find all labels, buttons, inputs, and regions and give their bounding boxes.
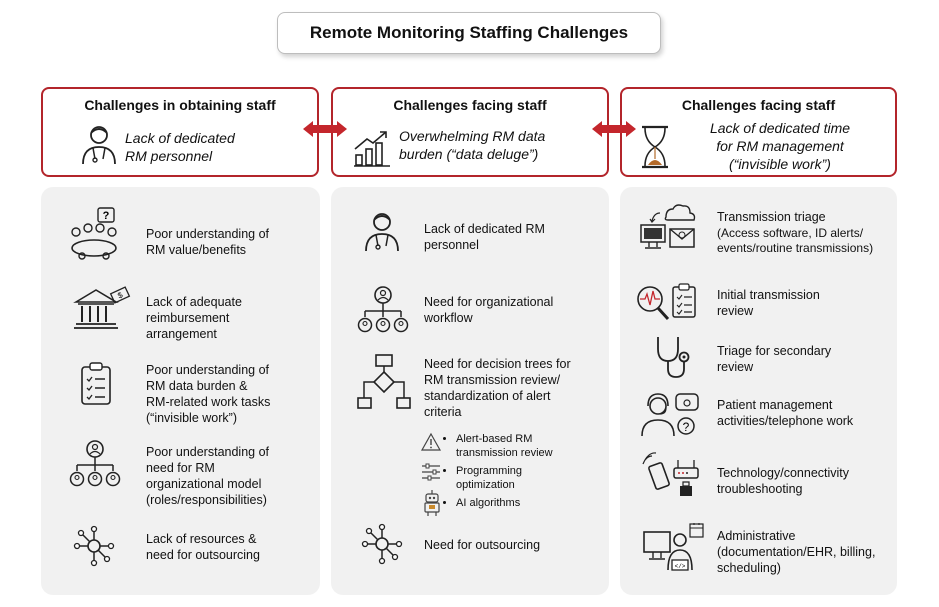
sub-bullet-item: [456, 464, 616, 492]
item-line: Lack of resources &: [146, 532, 257, 546]
subtitle-line: (“invisible work”): [729, 156, 831, 172]
staff-person-icon: [81, 125, 117, 165]
svg-text:</>: </>: [674, 563, 686, 570]
bullet-line: transmission review: [456, 447, 553, 459]
item-line: Poor understanding of: [146, 363, 270, 377]
phone-router-icon: [642, 452, 700, 500]
network-hub-icon: [362, 524, 402, 564]
meeting-question-icon: [66, 208, 122, 260]
item-line: need for RM: [146, 461, 215, 475]
item-line: Poor understanding of: [146, 445, 270, 459]
bullet-line: optimization: [456, 479, 515, 491]
header-title: Challenges facing staff: [681, 97, 836, 113]
item-line: troubleshooting: [717, 482, 803, 496]
item-line: review: [717, 360, 754, 374]
item-line: review: [717, 304, 754, 318]
item-line: arrangement: [146, 327, 217, 341]
header-subtitle: [125, 129, 245, 165]
clipboard-checklist-icon: [80, 362, 112, 406]
challenge-item: [424, 294, 604, 326]
bar-chart-growth-icon: [353, 129, 391, 167]
subtitle-line: Overwhelming RM data: [399, 128, 546, 144]
double-arrow-icon: [592, 121, 636, 137]
item-line: Lack of adequate: [146, 295, 242, 309]
item-line: workflow: [424, 311, 473, 325]
item-line: Need for organizational: [424, 295, 554, 309]
header-facing-staff-data: [331, 87, 609, 177]
item-line: (roles/responsibilities): [146, 493, 267, 507]
challenge-item: [146, 362, 316, 426]
flowchart-icon: [358, 354, 410, 412]
item-line: RM transmission review/: [424, 373, 561, 387]
header-title: Challenges in obtaining staff: [84, 97, 276, 113]
org-chart-icon: [358, 286, 408, 336]
challenge-item: [146, 294, 316, 342]
bullet-line: • AI algorithms: [456, 497, 521, 509]
item-line: Lack of dedicated RM: [424, 222, 545, 236]
item-line: RM-related work tasks: [146, 395, 271, 409]
challenge-item: [717, 528, 897, 576]
challenge-item: [424, 221, 604, 253]
item-line: Patient management: [717, 398, 833, 412]
item-line: Administrative: [717, 529, 796, 543]
challenge-item: [146, 226, 316, 258]
item-line: Transmission triage: [717, 210, 826, 224]
item-line: need for outsourcing: [146, 548, 260, 562]
challenge-item: [146, 444, 316, 508]
header-subtitle: [680, 119, 880, 173]
item-line: personnel: [424, 238, 479, 252]
item-line: RM value/benefits: [146, 243, 247, 257]
item-line: Need for decision trees for: [424, 357, 571, 371]
header-subtitle: [399, 127, 599, 163]
challenge-item: [146, 531, 316, 563]
item-line: reimbursement: [146, 311, 230, 325]
bullet-line: • Alert-based RM: [456, 433, 533, 445]
svg-text:?: ?: [102, 210, 110, 222]
item-line: standardization of alert: [424, 389, 551, 403]
item-line: Need for outsourcing: [424, 538, 541, 552]
item-line: (“invisible work”): [146, 411, 237, 425]
sub-bullet-list: [432, 432, 616, 514]
bank-money-icon: [74, 286, 130, 332]
item-line: RM data burden &: [146, 379, 248, 393]
sub-bullet-item: [456, 432, 616, 460]
item-line: (documentation/EHR, billing,: [717, 545, 876, 559]
challenge-item: [424, 356, 606, 420]
item-line: Technology/connectivity: [717, 466, 850, 480]
header-title: Challenges facing staff: [393, 97, 547, 113]
subtitle-line: burden (“data deluge”): [399, 146, 539, 162]
sub-bullet-item: [456, 496, 616, 510]
svg-text:?: ?: [682, 420, 690, 434]
item-line: Initial transmission: [717, 288, 820, 302]
challenge-item: [717, 343, 897, 375]
header-facing-staff-time: [620, 87, 897, 177]
challenge-item: [717, 287, 897, 319]
item-line: criteria: [424, 405, 462, 419]
hourglass-icon: [640, 125, 670, 169]
computer-cloud-email-icon: [640, 203, 698, 253]
network-hub-icon: [74, 526, 114, 566]
staff-person-icon: [364, 212, 400, 252]
challenge-item: [717, 465, 897, 497]
subtitle-line: Lack of dedicated time: [709, 120, 851, 136]
item-line: organizational model: [146, 477, 262, 491]
double-arrow-icon: [303, 121, 347, 137]
header-obtaining-staff: [41, 87, 319, 177]
magnifier-ecg-checklist-icon: [635, 283, 699, 323]
item-line: (Access software, ID alerts/: [717, 225, 864, 240]
diagram-title: Remote Monitoring Staffing Challenges: [277, 12, 661, 54]
item-line: events/routine transmissions): [717, 241, 874, 255]
org-chart-icon: [70, 440, 120, 490]
headset-phone-icon: [642, 390, 700, 438]
challenge-item: [717, 397, 897, 429]
subtitle-line: RM personnel: [125, 148, 213, 164]
bullet-line: • Programming: [456, 465, 523, 477]
item-line: scheduling): [717, 561, 781, 575]
item-line: activities/telephone work: [717, 414, 854, 428]
person-computer-calendar-icon: [642, 522, 704, 572]
subtitle-line: Lack of dedicated: [125, 130, 235, 146]
subtitle-line: for RM management: [716, 138, 844, 154]
item-line: Triage for secondary: [717, 344, 832, 358]
stethoscope-icon: [652, 335, 692, 379]
challenge-item: [717, 210, 897, 257]
svg-text:$: $: [116, 290, 125, 301]
item-line: Poor understanding of: [146, 227, 270, 241]
challenge-item: [424, 537, 604, 553]
